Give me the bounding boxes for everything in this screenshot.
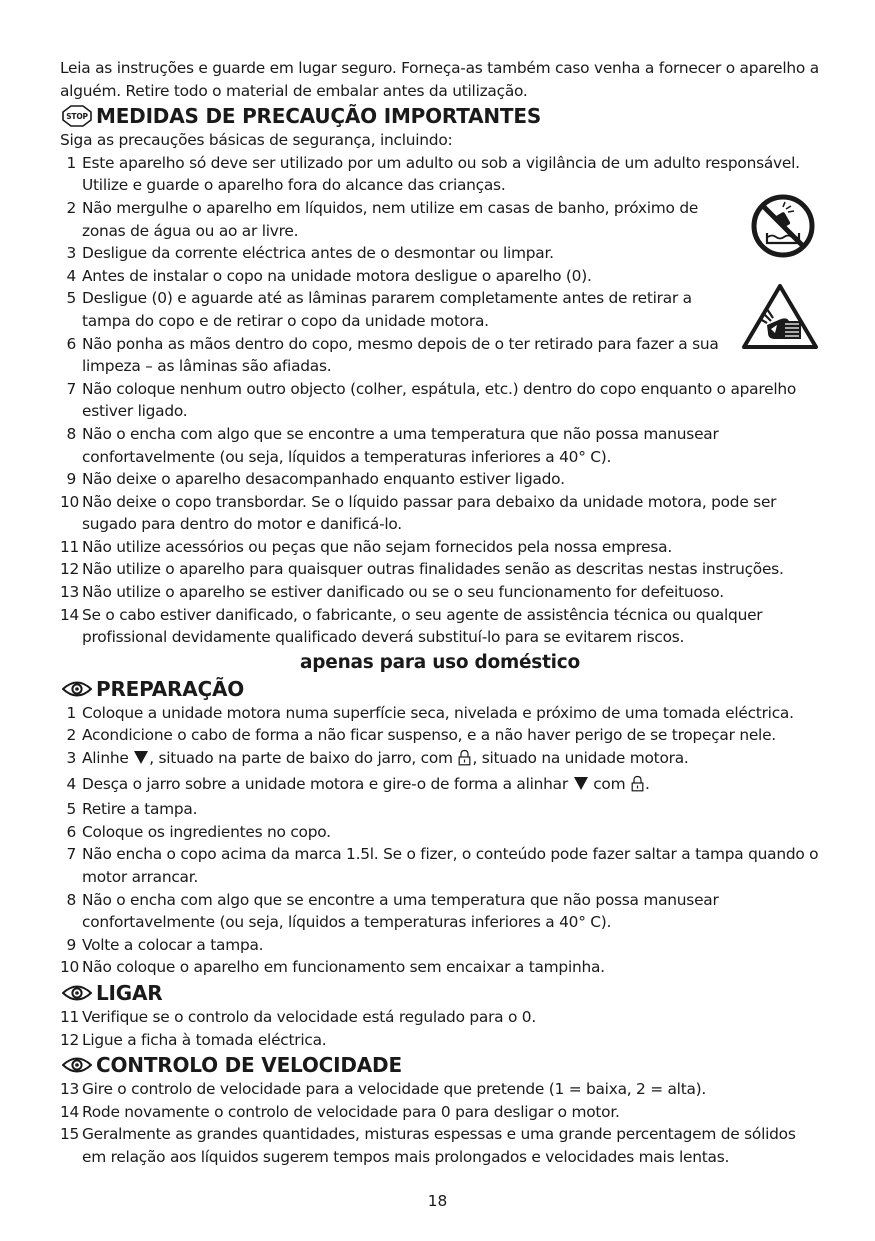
svg-text:STOP: STOP <box>66 112 88 122</box>
list-item: 13 Não utilize o aparelho se estiver danificado ou se o seu funcionamento for defeituoso. <box>60 583 724 602</box>
speed-control-list <box>60 1078 820 1168</box>
speed-control-title: CONTROLO DE VELOCIDADE <box>96 1053 402 1078</box>
list-item: 4 Desça o jarro sobre a unidade motora e gire-o de forma a alinhar com . <box>60 773 820 799</box>
list-item: 8 Não o encha com algo que se encontre a uma temperatura que não possa manusear confortavelmente (ou seja, líquidos a temperaturas inferiores a 40° C). <box>66 890 719 932</box>
page-number: 18 <box>427 1192 448 1210</box>
switch-on-list <box>60 1006 820 1051</box>
no-water-immersion-icon <box>750 193 816 263</box>
list-item: 12 Ligue a ficha à tomada eléctrica. <box>60 1030 327 1049</box>
list-item: 5 Desligue (0) e aguarde até as lâminas pararem completamente antes de retirar a tampa do copo e de retirar o copo da unidade motora. <box>66 289 692 330</box>
precautions-subtitle: Siga as precauções básicas de segurança, incluindo: <box>60 131 453 150</box>
list-item: 3 Alinhe , situado na parte de baixo do jarro, com , situado na unidade motora. <box>60 747 820 773</box>
list-item: 2 Acondicione o cabo de forma a não ficar suspenso, e a não haver perigo de se tropeçar nele. <box>66 726 776 745</box>
list-item: 15 Geralmente as grandes quantidades, misturas espessas e uma grande percentagem de sólidos em relação aos líquidos sugerem tempos mais prolongados e velocidades mais lentas. <box>60 1125 796 1166</box>
list-item: 6 Não ponha as mãos dentro do copo, mesmo depois de o ter retirado para fazer a sua limpeza – as lâminas são afiadas. <box>66 334 719 376</box>
list-item: 3 Desligue da corrente eléctrica antes de o desmontar ou limpar. <box>66 244 554 263</box>
triangle-marker-icon <box>574 777 588 790</box>
speed-control-heading <box>60 1053 820 1077</box>
switch-on-heading <box>60 981 820 1005</box>
list-item: 1 Este aparelho só deve ser utilizado por um adulto ou sob a vigilância de um adulto responsável. Utilize e guarde o aparelho fora do alcance das crianças. <box>66 153 800 195</box>
precautions-list <box>60 152 820 649</box>
list-item: 8 Não o encha com algo que se encontre a uma temperatura que não possa manusear confortavelmente (ou seja, líquidos a temperaturas inferiores a 40° C). <box>66 424 719 466</box>
list-item: 6 Coloque os ingredientes no copo. <box>66 822 331 841</box>
list-item: 9 Não deixe o aparelho desacompanhado enquanto estiver ligado. <box>66 470 565 489</box>
sharp-blades-warning-icon <box>741 283 819 355</box>
list-item: 10 Não coloque o aparelho em funcionamento sem encaixar a tampinha. <box>60 958 605 977</box>
list-item: 12 Não utilize o aparelho para quaisquer outras finalidades senão as descritas nestas instruções. <box>60 560 784 579</box>
preparation-heading <box>60 677 820 701</box>
list-item: 1 Coloque a unidade motora numa superfície seca, nivelada e próximo de uma tomada eléctrica. <box>66 703 794 722</box>
preparation-title: PREPARAÇÃO <box>96 676 245 701</box>
manual-page <box>60 57 820 1169</box>
list-item: 7 Não encha o copo acima da marca 1.5l. Se o fizer, o conteúdo pode fazer saltar a tampa quando o motor arrancar. <box>66 845 819 886</box>
stop-icon <box>60 105 94 127</box>
eye-icon <box>60 1056 94 1074</box>
precautions-title: MEDIDAS DE PRECAUÇÃO IMPORTANTES <box>96 104 542 129</box>
list-item: 14 Se o cabo estiver danificado, o fabricante, o seu agente de assistência técnica ou qualquer profissional devidamente qualificado deverá substituí-lo para se evitarem riscos. <box>60 605 763 647</box>
list-item: 2 Não mergulhe o aparelho em líquidos, nem utilize em casas de banho, próximo de zonas de água ou ao ar livre. <box>66 198 699 240</box>
intro-paragraph: Leia as instruções e guarde em lugar seguro. Forneça-as também caso venha a fornecer o aparelho a alguém. Retire todo o material de embalar antes da utilização. <box>60 59 819 100</box>
lock-icon <box>631 775 644 799</box>
triangle-marker-icon <box>134 751 148 764</box>
switch-on-title: LIGAR <box>96 980 163 1005</box>
lock-icon <box>458 749 471 773</box>
list-item: 4 Antes de instalar o copo na unidade motora desligue o aparelho (0). <box>66 266 592 285</box>
list-item: 11 Verifique se o controlo da velocidade está regulado para o 0. <box>60 1007 536 1026</box>
list-item: 10 Não deixe o copo transbordar. Se o líquido passar para debaixo da unidade motora, pode ser sugado para dentro do motor e danificá-lo. <box>60 492 777 534</box>
list-item: 13 Gire o controlo de velocidade para a velocidade que pretende (1 = baixa, 2 = alta). <box>60 1080 707 1099</box>
list-item: 5 Retire a tampa. <box>66 800 198 819</box>
domestic-use-note: apenas para uso doméstico <box>300 651 580 673</box>
list-item: 7 Não coloque nenhum outro objecto (colher, espátula, etc.) dentro do copo enquanto o aparelho estiver ligado. <box>66 379 797 421</box>
eye-icon <box>60 680 94 698</box>
list-item: 11 Não utilize acessórios ou peças que não sejam fornecidos pela nossa empresa. <box>60 537 672 556</box>
precautions-heading <box>60 104 820 128</box>
list-item: 9 Volte a colocar a tampa. <box>66 935 264 954</box>
preparation-list <box>60 702 820 979</box>
eye-icon <box>60 984 94 1002</box>
list-item: 14 Rode novamente o controlo de velocidade para 0 para desligar o motor. <box>60 1102 620 1121</box>
